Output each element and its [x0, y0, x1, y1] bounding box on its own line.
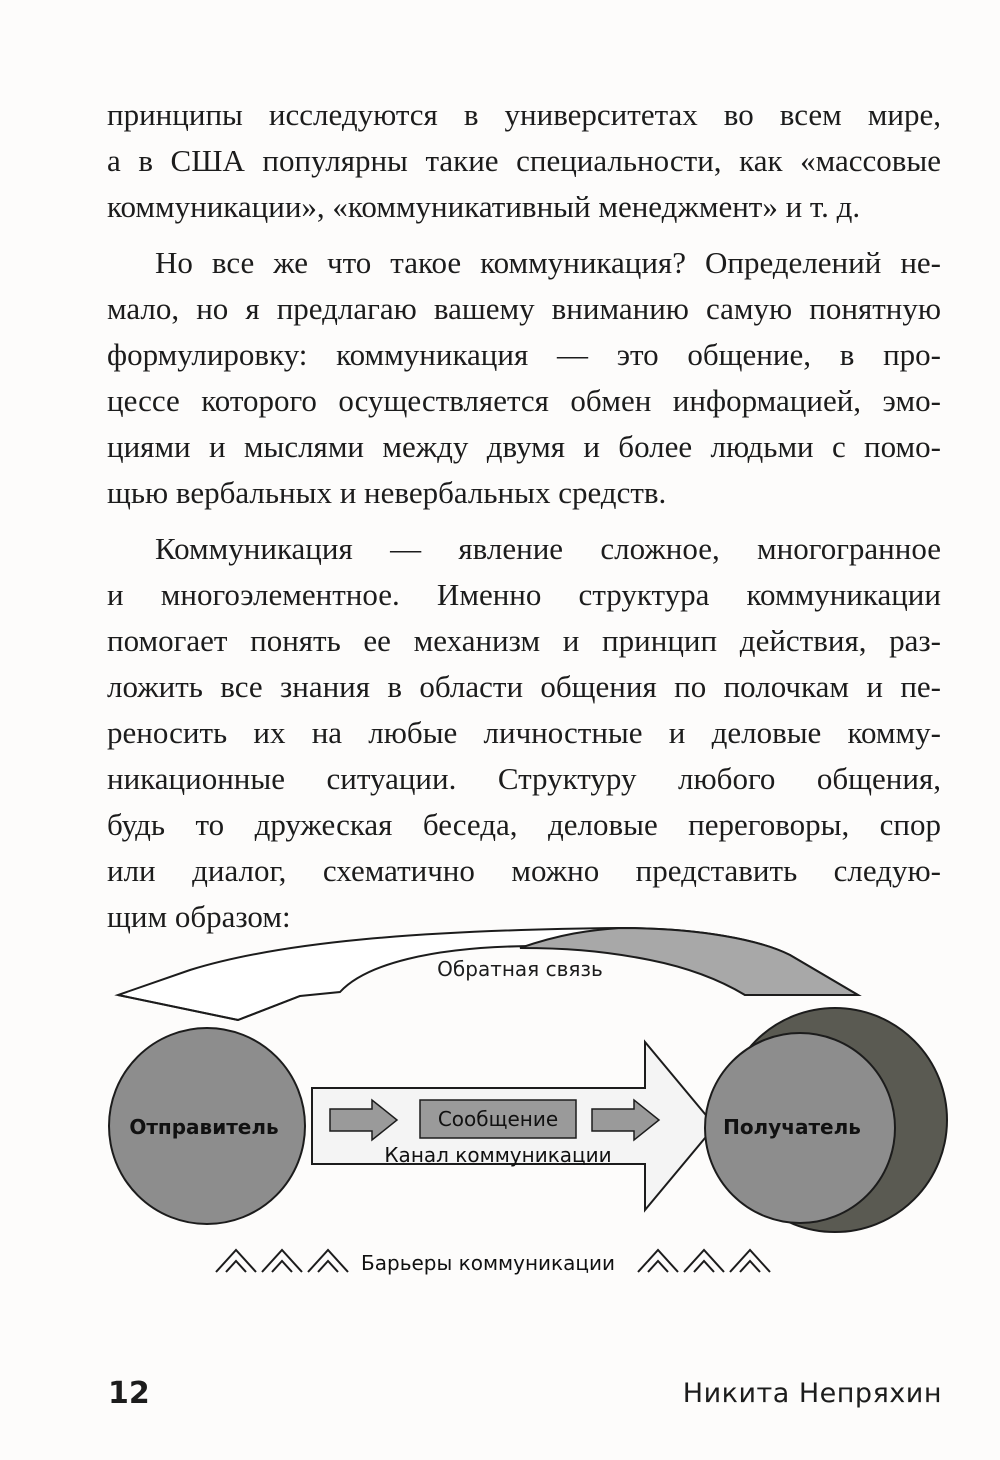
text-line: цессе которого осуществляется обмен информацией, эмо- — [107, 383, 941, 418]
text-line: Но все же что такое коммуникация? Определений не- — [155, 245, 941, 280]
text-line: никационные ситуации. Структуру любого общения, — [107, 761, 941, 796]
text-line: будь то дружеская беседа, деловые переговоры, спор — [107, 807, 941, 842]
text-line: щим образом: — [107, 899, 291, 934]
message-label: Сообщение — [437, 1107, 559, 1131]
text-line: формулировку: коммуникация — это общение, в про- — [107, 337, 941, 372]
paragraph-2 — [107, 240, 941, 516]
receiver-label: Получатель — [723, 1115, 861, 1139]
barriers-label: Барьеры коммуникации — [361, 1251, 615, 1275]
feedback-label: Обратная связь — [437, 957, 603, 981]
text-line: помогает понять ее механизм и принцип действия, раз- — [107, 623, 941, 658]
text-line: щью вербальных и невербальных средств. — [107, 475, 667, 510]
text-line: Коммуникация — явление сложное, многогранное — [155, 531, 941, 566]
text-line: реносить их на любые личностные и деловые комму- — [107, 715, 941, 750]
text-line: циями и мыслями между двумя и более людьми с помо- — [107, 429, 941, 464]
text-line: или диалог, схематично можно представить следую- — [107, 853, 941, 888]
author-name: Никита Непряхин — [682, 1378, 942, 1409]
text-line: а в США популярны такие специальности, как «массовые — [107, 143, 941, 178]
text-line: и многоэлементное. Именно структура коммуникации — [107, 577, 941, 612]
text-line: коммуникации», «коммуникативный менеджмент» и т. д. — [107, 189, 861, 224]
text-line: ложить все знания в области общения по полочкам и пе- — [107, 669, 941, 704]
page-number: 12 — [108, 1376, 150, 1411]
channel-label: Канал коммуникации — [384, 1143, 612, 1167]
barrier-chevrons-left — [216, 1250, 348, 1272]
paragraph-1 — [107, 92, 941, 230]
text-line: принципы исследуются в университетах во всем мире, — [107, 97, 941, 132]
sender-label: Отправитель — [129, 1115, 279, 1139]
text-line: мало, но я предлагаю вашему вниманию самую понятную — [107, 291, 941, 326]
page-body — [107, 92, 941, 950]
communication-diagram — [0, 920, 1000, 1300]
barrier-chevrons-right — [638, 1250, 770, 1272]
paragraph-3 — [107, 526, 941, 940]
